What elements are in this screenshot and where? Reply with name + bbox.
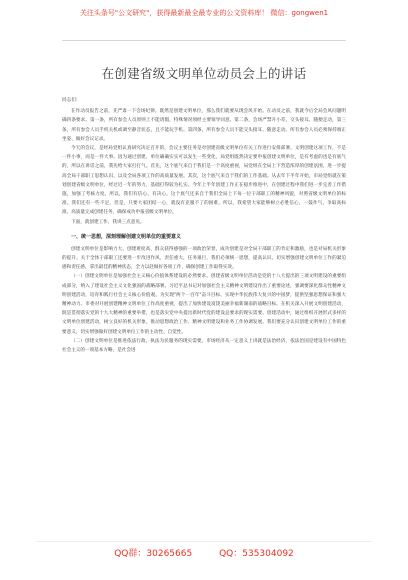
intro-paragraph-1: 在作动员报告之前，先严肃一下会场纪律。既然是创建文明单位，那么我们就要从现会风开始。在动员之前，我就今后全局会风问题明确四条要求。第一条，所有参会人员原则上不能请假，特殊情况须经主要领导同意。第二条，会场严禁开小差，交头接耳，随便走动，第三条，所有参会人员手机关机或调至静音状态，且不能玩手机。第四条，所有参会人员不能交头接耳、随意走动。所有参会人员必须保持端正坐姿、做好会议记录。 — [62, 109, 346, 142]
header-banner — [0, 0, 408, 24]
document-body — [62, 96, 346, 355]
footer-divider — [36, 541, 372, 542]
section1-paragraph-2: （一）创建文明单位是加强社会主义核心价值体系建设的必然要求。创建省级文明单位活动是党的十八大提出的三项文明建设的重要组成部分，纳入了建设社会主义文化强国的战略部署。习近平总书记对加强社会主义精神文明建设作出了重要论述，强调要深化群众性精神文明创建活动，培育和践行社会主义核心价值观。为实现"两个一百年"奋斗目标、实现中华民族伟大复兴的中国梦，提供坚强思想保证和强大精神动力。市委对开展创建精神文明单位工作高度重视，提出了加快建设富饶美丽幸福新湖南的战略目标。在机关深入开展文明创建活动，既是贯彻落实党的十九大精神的重要举措，也是落实党中央提出新时代党的建设总要求的现实需要。创建活动中，通过组织开展形式多样的文明单位创建活动，树立良好的机关形象，推动思想政治工作、精神文明建设和业务工作协调发展。我们要充分认识创建文明单位工作的重要意义，切实增强做好创建文明单位工作的主动性、自觉性。 — [62, 274, 346, 335]
footer-qq: QQ：535304092 — [219, 549, 294, 559]
intro-paragraph-3: 下面，就创建工作，我讲三点意见。 — [71, 219, 145, 225]
banner-text: 关注头条号"公文研究"，获得最新最全最专业的公文资料库！ 微信：gongwen1 — [79, 9, 329, 17]
document-title: 在创建省级文明单位动员会上的讲话 — [101, 66, 307, 81]
greeting: 同志们： — [62, 98, 81, 103]
header-divider — [62, 40, 346, 41]
section1-paragraph-3: （二）创建文明单位是推进依法行政、执法为民服务的现实需要。市场经济从一定意义上讲就是法治经济，依法治国是建设有中国特色社会主义的一项基本方略，是社会进 — [62, 338, 346, 354]
footer — [0, 546, 408, 566]
intro-paragraph-2: 今天的会议，是经局党组认真研究决定召开的，会议主要任务是对创建省级文明单位有关工作进行安排部署。文明创建这项工作，不是一件小事，而是一件大事。因为通过创建，单位确确实实可以发生一些变化，局党组既然决定要申报创建文明单位，是有考虑的也是有底气的，所以在讲话之前，我先给大家打打气。首先，这个底气来自于我们是一个高度重视，局党组在全局上下营造浓厚的创建氛围，进一步提高全局干部职工思想认识，以及全局各项工作的高质量发展。其次，这个底气来自于我们的工作基础。从去年下半年开始，市局党组就在策划创建省级文明单位，经过近一年的努力，基础打得较为扎实。今年上半年创建工作正在稳步推进中，在创建过程中我们进一步完善工作措施，加强了考核力度。所以，我们有信心、有决心。这个底气还来自于我们全局上下每一位干部职工的精神风貌，对照省级文明单位的标准，我们还有一些不足，但是，只要大家团结一心，就没有克服不了的困难。所以，我希望大家能够树立必胜信心，一鼓作气，争取高标准、高质量完成创建任务，确保成功申报省级文明单位。 — [62, 146, 346, 216]
footer-qq-group: QQ群：30265665 — [114, 549, 193, 559]
section-heading-1: 一、统一思想，深刻理解创建文明单位的重要意义 — [71, 233, 182, 240]
section1-paragraph-1: 创建文明单位是影响力大、创建难度高、群众获得感强的一项政治荣誉，成功创建是对全局干部职工的肯定和激励，也是对局机关形象的提升。关于全体干部职工还要进一步改进作风，责任重大，任务艰巨，我们必须统一思想，提高认识，切实增强创建文明单位工作的紧迫感和责任感，拿出最佳的精神状态，全力以赴做好各项工作，确保创建工作取得实效。 — [62, 246, 346, 271]
